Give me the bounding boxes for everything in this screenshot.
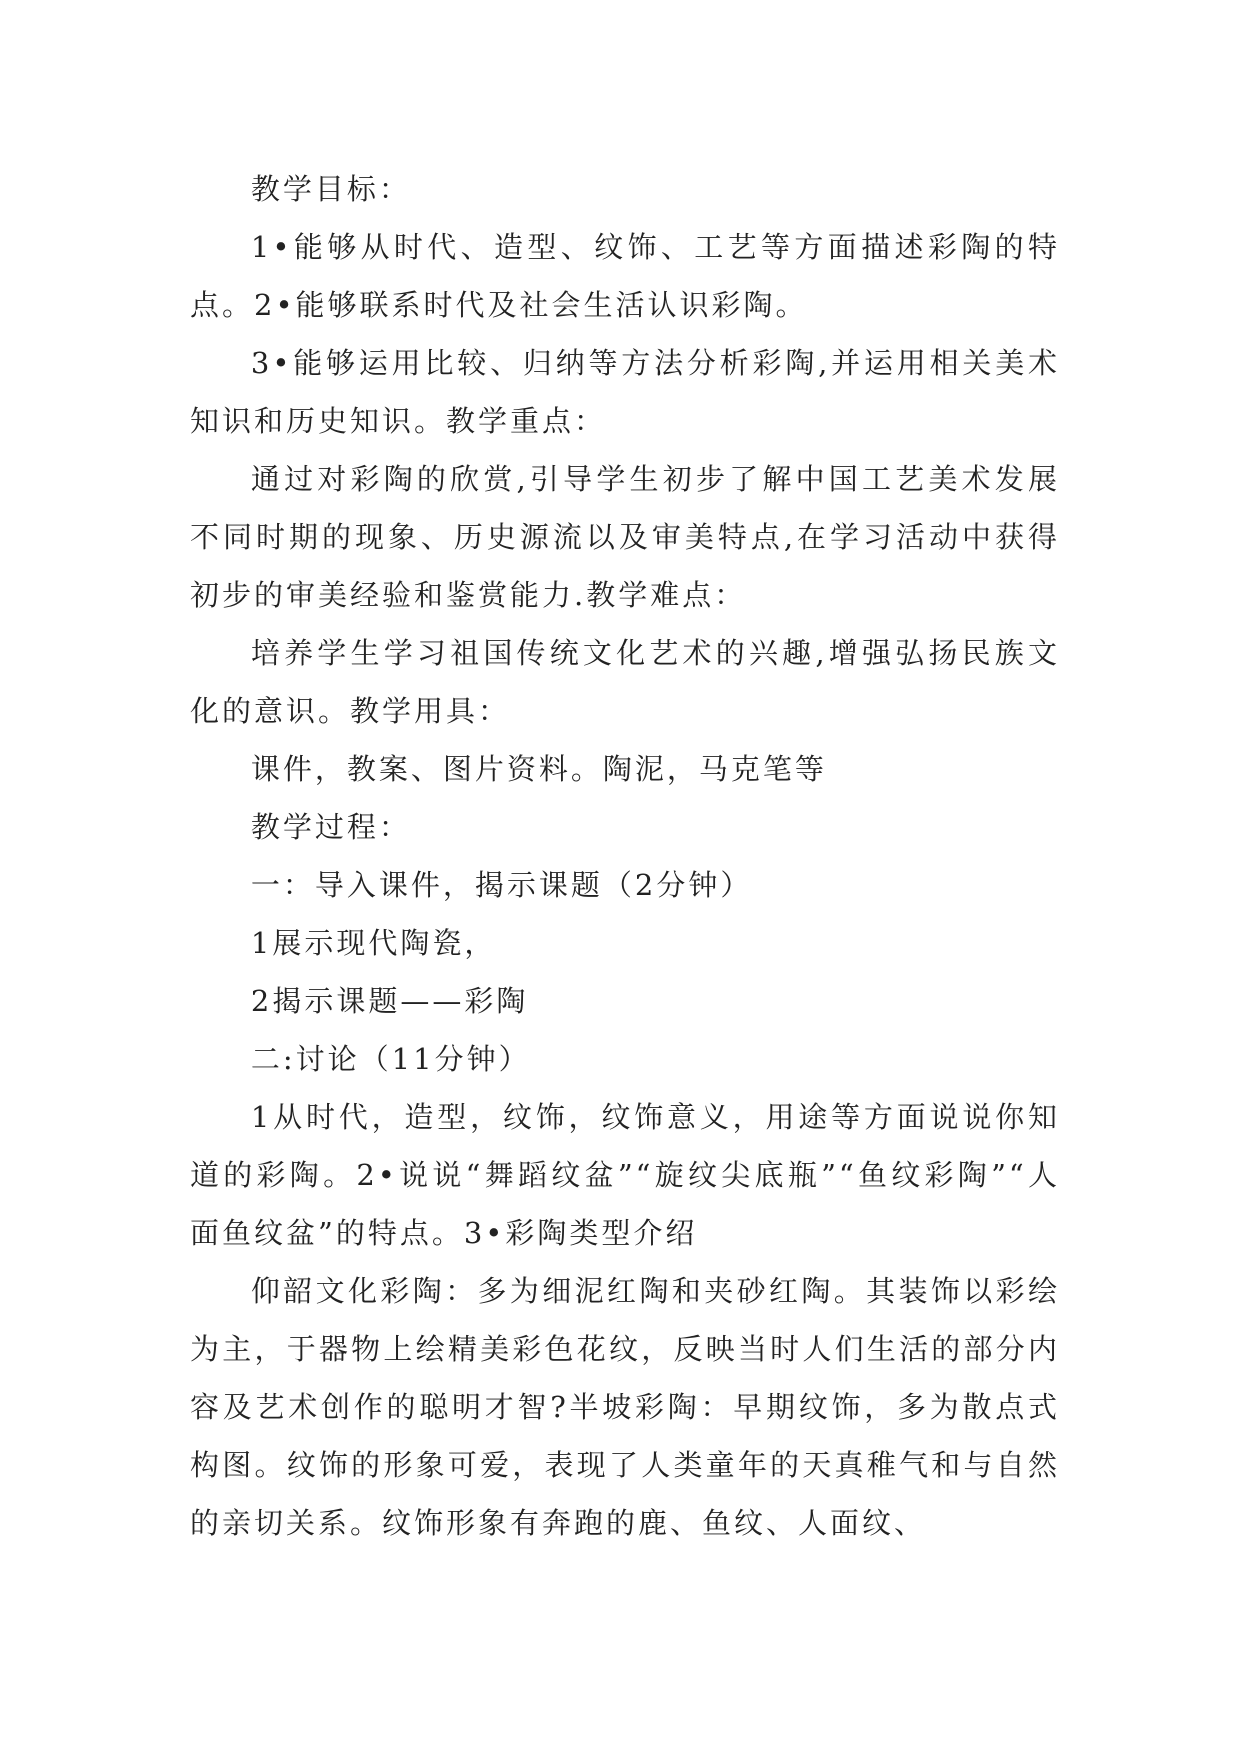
section-two-title: 二:讨论（11分钟）	[250, 1042, 531, 1076]
paragraph-teaching-tools: 课件，教案、图片资料。陶泥，马克笔等	[250, 752, 827, 786]
section-one-title: 一：导入课件，揭示课题（2分钟）	[250, 868, 753, 902]
paragraph-difficulties: 培养学生学习祖国传统文化艺术的兴趣,增强弘扬民族文化的意识。教学用具：	[190, 636, 1060, 728]
heading-teaching-goals: 教学目标：	[250, 172, 411, 206]
document-body	[190, 160, 1060, 1552]
paragraph-goal-1-2: 1•能够从时代、造型、纹饰、工艺等方面描述彩陶的特点。2•能够联系时代及社会生活认识彩陶。	[190, 230, 1060, 322]
step-2-reveal-topic: 2揭示课题——彩陶	[250, 984, 529, 1018]
paragraph-key-points: 通过对彩陶的欣赏,引导学生初步了解中国工艺美术发展不同时期的现象、历史源流以及审美特点,在学习活动中获得初步的审美经验和鉴赏能力.教学难点：	[190, 462, 1060, 612]
step-1-show-ceramics: 1展示现代陶瓷，	[250, 926, 497, 960]
heading-teaching-process: 教学过程：	[250, 810, 411, 844]
paragraph-discussion: 1从时代，造型，纹饰，纹饰意义，用途等方面说说你知道的彩陶。2•说说“舞蹈纹盆”“旋纹尖底瓶”“鱼纹彩陶”“人面鱼纹盆”的特点。3•彩陶类型介绍	[190, 1100, 1060, 1250]
paragraph-goal-3: 3•能够运用比较、归纳等方法分析彩陶,并运用相关美术知识和历史知识。教学重点：	[190, 346, 1060, 438]
paragraph-yangshao-culture: 仰韶文化彩陶：多为细泥红陶和夹砂红陶。其装饰以彩绘为主，于器物上绘精美彩色花纹，反映当时人们生活的部分内容及艺术创作的聪明才智?半坡彩陶：早期纹饰，多为散点式构图。纹饰的形象可爱，表现了人类童年的天真稚气和与自然的亲切关系。纹饰形象有奔跑的鹿、鱼纹、人面纹、	[190, 1274, 1060, 1540]
